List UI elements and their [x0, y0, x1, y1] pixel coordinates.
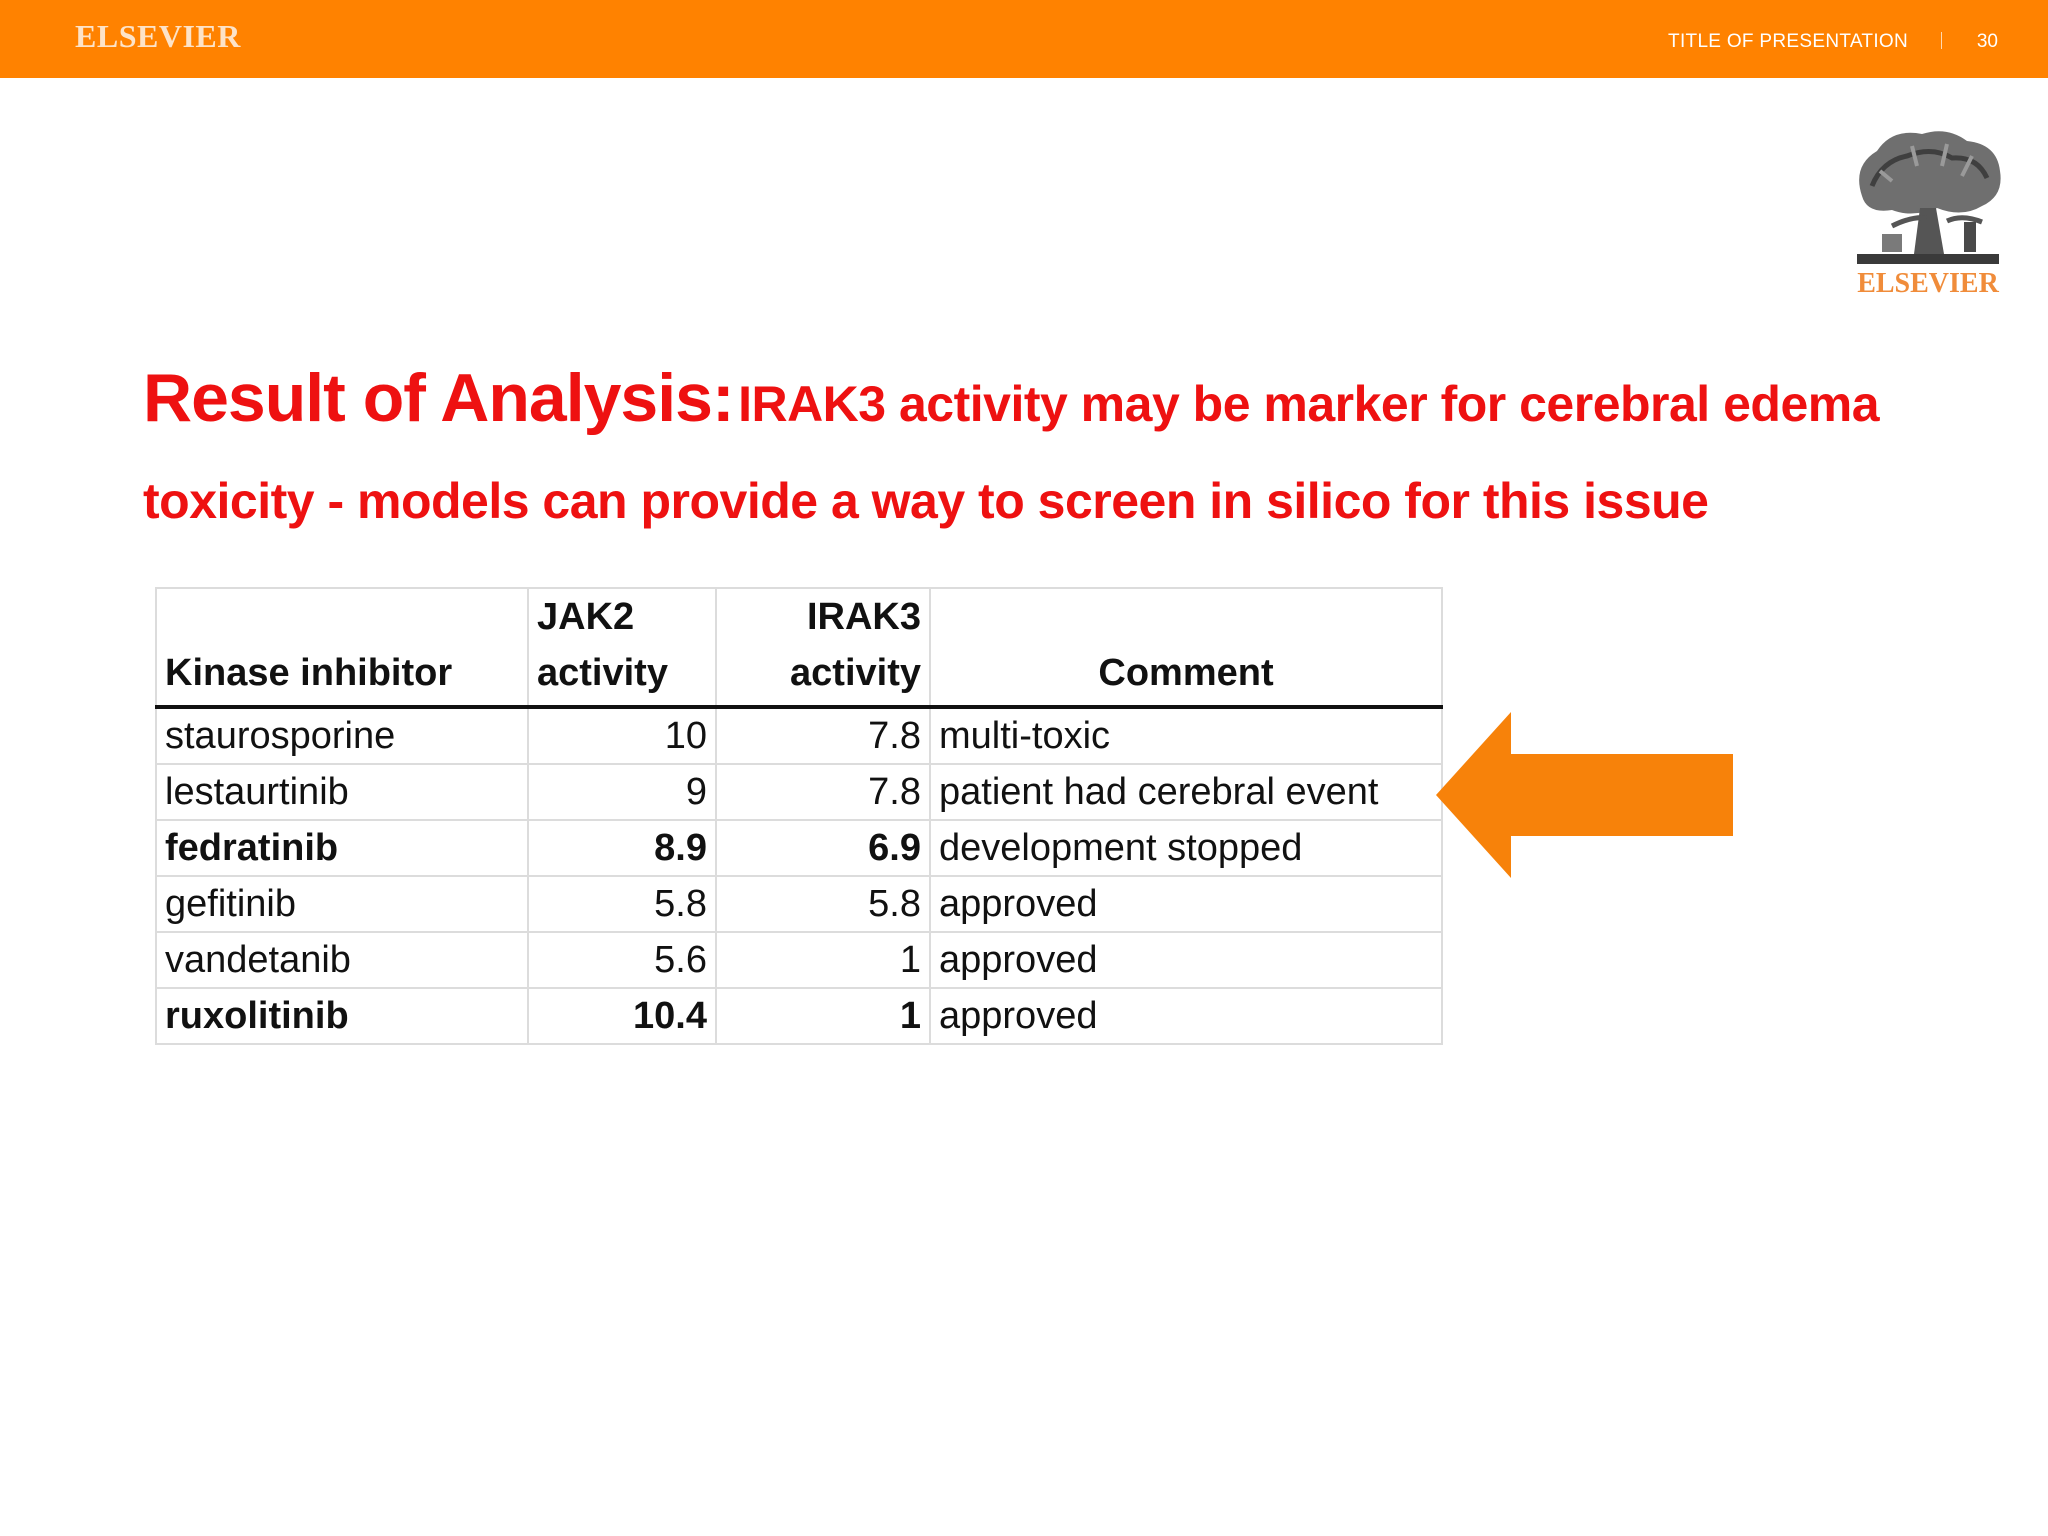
cell-comment: approved — [930, 876, 1442, 932]
cell-comment: approved — [930, 932, 1442, 988]
cell-name: vandetanib — [156, 932, 528, 988]
cell-jak2: 9 — [528, 764, 716, 820]
table-row — [156, 820, 1442, 876]
cell-comment: patient had cerebral event — [930, 764, 1442, 820]
cell-name: fedratinib — [156, 820, 528, 876]
cell-jak2: 5.6 — [528, 932, 716, 988]
cell-name: staurosporine — [156, 707, 528, 764]
presentation-title: TITLE OF PRESENTATION — [1668, 31, 1908, 52]
header-comment: Comment — [930, 588, 1442, 707]
elsevier-tree-logo — [1848, 126, 2008, 306]
left-arrow-icon — [1436, 712, 1736, 878]
header-logo: ELSEVIER — [75, 18, 241, 54]
header-divider — [1941, 32, 1942, 49]
table-row — [156, 764, 1442, 820]
headline-rest: IRAK3 activity may be marker for cerebral edema toxicity - models can provide a way to screen in silico for this issue — [143, 376, 1880, 529]
kinase-table — [155, 587, 1443, 1045]
cell-comment: development stopped — [930, 820, 1442, 876]
cell-name: gefitinib — [156, 876, 528, 932]
top-banner — [0, 0, 2048, 78]
cell-irak3: 1 — [716, 932, 930, 988]
table-row — [156, 988, 1442, 1044]
cell-comment: multi-toxic — [930, 707, 1442, 764]
corner-logo-text: ELSEVIER — [1857, 268, 1999, 299]
cell-irak3: 7.8 — [716, 707, 930, 764]
cell-irak3: 5.8 — [716, 876, 930, 932]
header-jak2-activity: JAK2 activity — [528, 588, 716, 707]
table-header-row — [156, 588, 1442, 707]
cell-jak2: 10 — [528, 707, 716, 764]
header-kinase-inhibitor: Kinase inhibitor — [156, 588, 528, 707]
cell-jak2: 10.4 — [528, 988, 716, 1044]
headline-lead: Result of Analysis: — [143, 360, 734, 436]
table-row — [156, 932, 1442, 988]
cell-name: lestaurtinib — [156, 764, 528, 820]
cell-irak3: 1 — [716, 988, 930, 1044]
cell-jak2: 8.9 — [528, 820, 716, 876]
cell-jak2: 5.8 — [528, 876, 716, 932]
cell-irak3: 7.8 — [716, 764, 930, 820]
table-row — [156, 707, 1442, 764]
header-irak3-activity: IRAK3 activity — [716, 588, 930, 707]
table-row — [156, 876, 1442, 932]
cell-name: ruxolitinib — [156, 988, 528, 1044]
slide-headline — [143, 356, 1903, 556]
tree-icon — [1852, 126, 2004, 268]
cell-comment: approved — [930, 988, 1442, 1044]
page-number: 30 — [1976, 31, 1998, 52]
cell-irak3: 6.9 — [716, 820, 930, 876]
